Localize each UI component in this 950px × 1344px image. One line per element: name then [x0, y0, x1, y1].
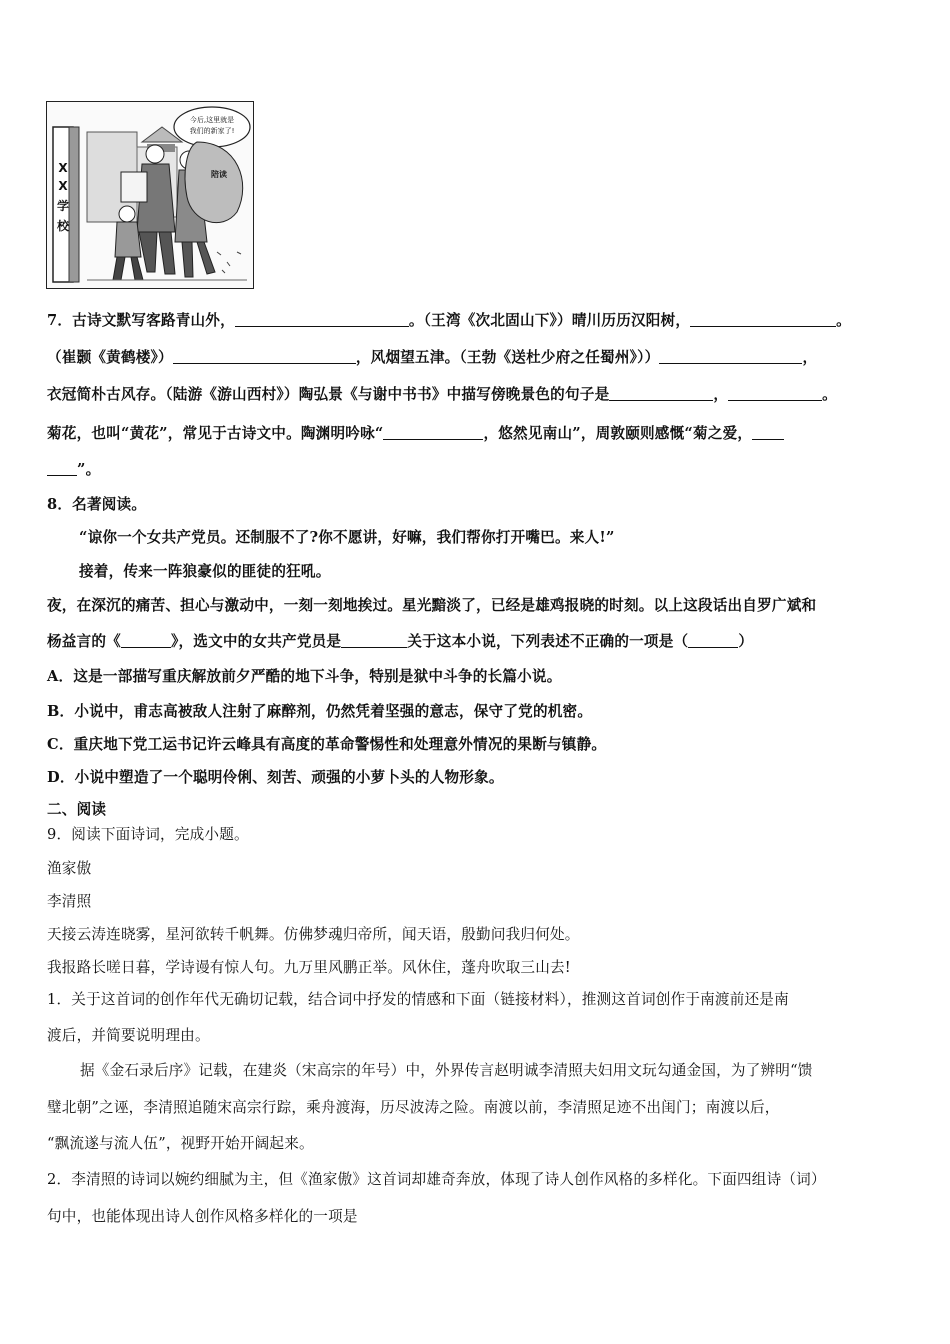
sack-label: 陪读 — [211, 170, 227, 179]
q8-quote-1: “谅你一个女共产党员。还制服不了?你不愿讲，好嘛，我们帮你打开嘴巴。来人!” — [79, 529, 615, 546]
poem-title: 渔家傲 — [47, 860, 92, 877]
sign-char-2: 校 — [56, 219, 70, 233]
link-material-line-1: 据《金石录后序》记载，在建炎（宋高宗的年号）中，外界传言赵明诚李清照夫妇用文玩勾通金国，为了辨明“馈 — [80, 1062, 813, 1079]
q7-line-2 — [47, 348, 817, 368]
q7-text: 。（王湾《次北固山下》）晴川历历汉阳树， — [408, 312, 691, 329]
poet-name: 李清照 — [47, 893, 92, 910]
answer-blank[interactable] — [752, 425, 784, 440]
answer-blank[interactable] — [47, 461, 77, 476]
q8-option-d[interactable]: D．小说中塑造了一个聪明伶俐、刻苦、顽强的小萝卜头的人物形象。 — [47, 769, 504, 786]
q7-text: ， — [802, 349, 818, 366]
cartoon-drawing — [47, 102, 253, 288]
speech-line-2: 我们的新家了! — [189, 127, 235, 135]
q8-option-b[interactable]: B．小说中，甫志高被敌人注射了麻醉剂，仍然凭着坚强的意志，保守了党的机密。 — [47, 703, 593, 720]
speech-line-1: 今后,这里就是 — [189, 116, 235, 124]
sign-letter-x1: X — [58, 161, 68, 175]
q7-text: ， — [713, 386, 729, 403]
q7-line-4 — [47, 424, 784, 444]
q7-text: 7．古诗文默写客路青山外， — [47, 312, 235, 329]
q9-title: 9．阅读下面诗词，完成小题。 — [47, 826, 249, 843]
q8-option-c[interactable]: C．重庆地下党工运书记许云峰具有高度的革命警惕性和处理意外情况的果断与镇静。 — [47, 736, 607, 753]
q8-title: 8．名著阅读。 — [47, 496, 147, 513]
q8-quote-2: 接着，传来一阵狼豪似的匪徒的狂吼。 — [79, 563, 331, 580]
answer-blank[interactable] — [659, 349, 802, 364]
q8-text: 关于这本小说，下列表述不正确的一项是（ — [407, 633, 689, 650]
q7-line-1 — [47, 311, 851, 331]
sign-letter-x2: X — [58, 179, 68, 193]
link-material-line-2: 璧北朝”之诬，李清照追随宋高宗行踪，乘舟渡海，历尽波涛之险。南渡以前，李清照足迹不出闺门；南渡以后， — [47, 1099, 780, 1116]
q8-text: 杨益言的《 — [47, 633, 121, 650]
poem-line-2: 我报路长嗟日暮，学诗谩有惊人句。九万里风鹏正举。风休住，蓬舟吹取三山去! — [47, 959, 571, 976]
sub-question-2-line-2: 句中，也能体现出诗人创作风格多样化的一项是 — [47, 1208, 358, 1225]
q7-text: 。 — [822, 386, 837, 403]
link-material-line-3: “飘流遂与流人伍”，视野开始开阔起来。 — [47, 1135, 314, 1152]
answer-blank[interactable] — [609, 386, 713, 401]
q7-text: 衣冠简朴古风存。（陆游《游山西村》）陶弘景《与谢中书书》中描写傍晚景色的句子是 — [47, 386, 610, 403]
answer-blank[interactable] — [728, 386, 822, 401]
answer-blank[interactable] — [383, 425, 483, 440]
q7-text: （崔颢《黄鹤楼》） — [47, 349, 173, 366]
cartoon-illustration — [46, 101, 254, 289]
q8-option-a[interactable]: A．这是一部描写重庆解放前夕严酷的地下斗争，特别是狱中斗争的长篇小说。 — [47, 668, 562, 685]
sign-char-1: 学 — [56, 199, 70, 213]
section-heading: 二、阅读 — [47, 801, 107, 818]
q8-text: 》，选文中的女共产党员是 — [170, 633, 342, 650]
q7-text: ，风烟望五津。（王勃《送杜少府之任蜀州》）） — [355, 349, 660, 366]
q7-line-5 — [47, 460, 100, 480]
q8-paragraph-1: 夜，在深沉的痛苦、担心与激动中，一刻一刻地挨过。星光黯淡了，已经是雄鸡报晓的时刻。以上这段话出自罗广斌和 — [47, 597, 817, 614]
q8-text: ） — [738, 633, 754, 650]
answer-blank[interactable] — [121, 633, 171, 648]
poem-line-1: 天接云涛连晓雾，星河欲转千帆舞。仿佛梦魂归帝所，闻天语，殷勤问我归何处。 — [47, 926, 580, 943]
q7-text: 菊花，也叫“黄花”，常见于古诗文中。陶渊明吟咏“ — [47, 425, 384, 442]
q7-line-3 — [47, 385, 837, 405]
q7-text: ”。 — [77, 461, 101, 478]
q7-text: 。 — [836, 312, 851, 329]
answer-blank[interactable] — [173, 349, 356, 364]
sub-question-1-line-1: 1．关于这首词的创作年代无确切记载，结合词中抒发的情感和下面（链接材料），推测这首词创作于南渡前还是南 — [47, 991, 789, 1008]
sub-question-2-line-1: 2．李清照的诗词以婉约细腻为主，但《渔家傲》这首词却雄奇奔放，体现了诗人创作风格的多样化。下面四组诗（词） — [47, 1171, 826, 1188]
q8-paragraph-2 — [47, 632, 753, 652]
answer-blank[interactable] — [235, 312, 409, 327]
answer-blank[interactable] — [688, 633, 738, 648]
sub-question-1-line-2: 渡后，并简要说明理由。 — [47, 1027, 210, 1044]
q7-text: ，悠然见南山”，周敦颐则感慨“菊之爱， — [483, 425, 753, 442]
answer-blank[interactable] — [690, 312, 836, 327]
answer-blank[interactable] — [341, 633, 407, 648]
